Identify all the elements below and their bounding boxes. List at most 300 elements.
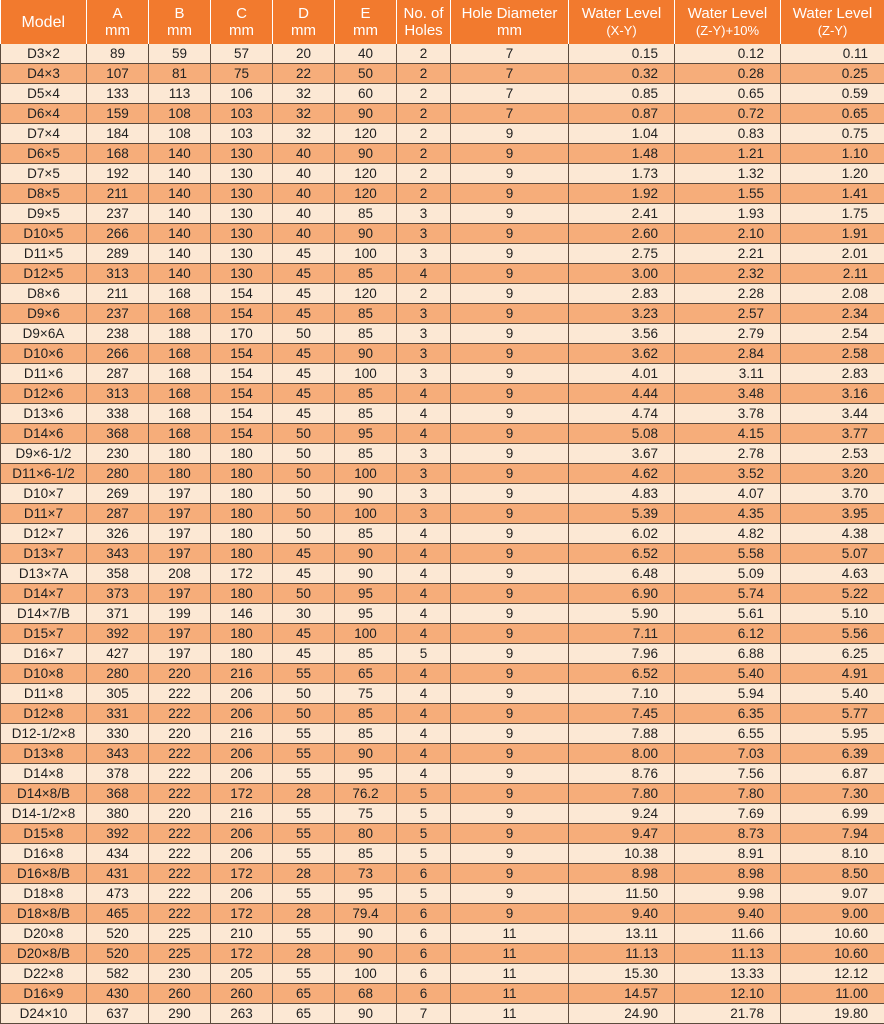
cell-water-level-zy-plus: 7.03: [675, 744, 781, 764]
cell-water-level-zy-plus: 1.55: [675, 184, 781, 204]
cell-water-level-zy-plus: 1.21: [675, 144, 781, 164]
cell-hole-diameter: 9: [451, 404, 569, 424]
cell-a: 289: [87, 244, 149, 264]
cell-hole-diameter: 9: [451, 644, 569, 664]
cell-holes: 6: [397, 984, 451, 1004]
header-holes: No. of Holes: [397, 0, 451, 44]
cell-holes: 6: [397, 944, 451, 964]
cell-water-level-zy: 1.91: [781, 224, 884, 244]
cell-model: D10×7: [1, 484, 87, 504]
cell-d: 55: [273, 824, 335, 844]
cell-d: 45: [273, 644, 335, 664]
cell-b: 222: [149, 764, 211, 784]
cell-water-level-zy: 9.00: [781, 904, 884, 924]
cell-c: 130: [211, 184, 273, 204]
table-row: [1, 684, 884, 704]
cell-e: 120: [335, 124, 397, 144]
table-row: [1, 604, 884, 624]
header-water-level-zy-plus: Water Level (Z-Y)+10%: [675, 0, 781, 44]
cell-hole-diameter: 9: [451, 344, 569, 364]
cell-model: D16×9: [1, 984, 87, 1004]
table-row: [1, 264, 884, 284]
cell-water-level-zy-plus: 6.35: [675, 704, 781, 724]
cell-water-level-zy-plus: 9.40: [675, 904, 781, 924]
cell-model: D9×6-1/2: [1, 444, 87, 464]
cell-model: D14×6: [1, 424, 87, 444]
cell-e: 85: [335, 384, 397, 404]
cell-d: 55: [273, 844, 335, 864]
cell-a: 582: [87, 964, 149, 984]
cell-water-level-xy: 7.88: [569, 724, 675, 744]
cell-c: 130: [211, 264, 273, 284]
cell-model: D13×8: [1, 744, 87, 764]
cell-d: 65: [273, 1004, 335, 1024]
cell-holes: 4: [397, 664, 451, 684]
cell-water-level-zy: 1.10: [781, 144, 884, 164]
cell-e: 120: [335, 184, 397, 204]
cell-holes: 5: [397, 824, 451, 844]
cell-water-level-xy: 6.52: [569, 664, 675, 684]
cell-water-level-zy: 4.91: [781, 664, 884, 684]
cell-model: D13×7: [1, 544, 87, 564]
cell-water-level-zy-plus: 11.13: [675, 944, 781, 964]
cell-water-level-xy: 1.48: [569, 144, 675, 164]
cell-hole-diameter: 7: [451, 84, 569, 104]
table-row: [1, 104, 884, 124]
cell-e: 90: [335, 484, 397, 504]
cell-a: 378: [87, 764, 149, 784]
cell-c: 154: [211, 344, 273, 364]
cell-a: 280: [87, 464, 149, 484]
cell-water-level-xy: 0.15: [569, 44, 675, 64]
cell-d: 20: [273, 44, 335, 64]
cell-c: 216: [211, 804, 273, 824]
table-row: [1, 664, 884, 684]
cell-a: 343: [87, 744, 149, 764]
cell-c: 206: [211, 764, 273, 784]
cell-d: 55: [273, 724, 335, 744]
cell-hole-diameter: 9: [451, 844, 569, 864]
cell-water-level-xy: 15.30: [569, 964, 675, 984]
cell-water-level-xy: 1.92: [569, 184, 675, 204]
cell-e: 95: [335, 424, 397, 444]
table-row: [1, 884, 884, 904]
cell-c: 130: [211, 164, 273, 184]
cell-d: 55: [273, 884, 335, 904]
cell-water-level-zy: 7.30: [781, 784, 884, 804]
cell-b: 140: [149, 244, 211, 264]
cell-d: 30: [273, 604, 335, 624]
cell-c: 57: [211, 44, 273, 64]
cell-e: 75: [335, 684, 397, 704]
cell-a: 266: [87, 344, 149, 364]
cell-e: 76.2: [335, 784, 397, 804]
cell-e: 95: [335, 584, 397, 604]
cell-water-level-zy: 0.59: [781, 84, 884, 104]
cell-water-level-zy: 0.65: [781, 104, 884, 124]
cell-water-level-zy-plus: 2.32: [675, 264, 781, 284]
cell-holes: 4: [397, 744, 451, 764]
cell-hole-diameter: 9: [451, 244, 569, 264]
cell-a: 637: [87, 1004, 149, 1024]
cell-e: 60: [335, 84, 397, 104]
cell-holes: 3: [397, 204, 451, 224]
cell-hole-diameter: 9: [451, 164, 569, 184]
cell-e: 68: [335, 984, 397, 1004]
cell-model: D14-1/2×8: [1, 804, 87, 824]
cell-a: 184: [87, 124, 149, 144]
cell-d: 28: [273, 904, 335, 924]
cell-model: D5×4: [1, 84, 87, 104]
cell-water-level-xy: 9.47: [569, 824, 675, 844]
cell-d: 50: [273, 424, 335, 444]
cell-water-level-zy: 2.54: [781, 324, 884, 344]
cell-b: 168: [149, 424, 211, 444]
cell-water-level-xy: 7.96: [569, 644, 675, 664]
cell-e: 120: [335, 284, 397, 304]
table-row: [1, 244, 884, 264]
table-row: [1, 464, 884, 484]
cell-water-level-zy: 2.01: [781, 244, 884, 264]
cell-water-level-xy: 3.00: [569, 264, 675, 284]
cell-water-level-zy: 3.16: [781, 384, 884, 404]
cell-water-level-zy: 2.34: [781, 304, 884, 324]
cell-water-level-zy: 5.56: [781, 624, 884, 644]
cell-model: D24×10: [1, 1004, 87, 1024]
cell-model: D8×5: [1, 184, 87, 204]
cell-hole-diameter: 9: [451, 184, 569, 204]
cell-holes: 6: [397, 924, 451, 944]
cell-b: 222: [149, 784, 211, 804]
cell-hole-diameter: 9: [451, 564, 569, 584]
cell-holes: 5: [397, 644, 451, 664]
cell-water-level-xy: 4.74: [569, 404, 675, 424]
cell-water-level-zy: 0.75: [781, 124, 884, 144]
cell-b: 197: [149, 524, 211, 544]
cell-b: 225: [149, 924, 211, 944]
table-row: [1, 404, 884, 424]
cell-model: D12-1/2×8: [1, 724, 87, 744]
cell-holes: 4: [397, 684, 451, 704]
cell-e: 85: [335, 444, 397, 464]
cell-water-level-zy: 3.70: [781, 484, 884, 504]
cell-water-level-xy: 3.67: [569, 444, 675, 464]
cell-model: D18×8: [1, 884, 87, 904]
cell-d: 45: [273, 544, 335, 564]
cell-water-level-xy: 10.38: [569, 844, 675, 864]
table-row: [1, 504, 884, 524]
cell-water-level-xy: 5.08: [569, 424, 675, 444]
cell-c: 103: [211, 104, 273, 124]
table-row: [1, 484, 884, 504]
cell-c: 180: [211, 584, 273, 604]
cell-c: 154: [211, 384, 273, 404]
cell-water-level-xy: 1.04: [569, 124, 675, 144]
cell-water-level-zy: 2.58: [781, 344, 884, 364]
cell-model: D16×8/B: [1, 864, 87, 884]
cell-hole-diameter: 9: [451, 604, 569, 624]
cell-hole-diameter: 11: [451, 1004, 569, 1024]
cell-water-level-zy-plus: 3.11: [675, 364, 781, 384]
cell-d: 28: [273, 864, 335, 884]
cell-hole-diameter: 7: [451, 104, 569, 124]
cell-water-level-xy: 11.50: [569, 884, 675, 904]
cell-d: 45: [273, 344, 335, 364]
cell-d: 55: [273, 764, 335, 784]
cell-water-level-zy-plus: 3.52: [675, 464, 781, 484]
cell-e: 90: [335, 924, 397, 944]
cell-c: 206: [211, 684, 273, 704]
cell-c: 106: [211, 84, 273, 104]
cell-holes: 6: [397, 864, 451, 884]
cell-water-level-xy: 0.87: [569, 104, 675, 124]
cell-b: 168: [149, 344, 211, 364]
cell-water-level-xy: 9.40: [569, 904, 675, 924]
cell-model: D14×7/B: [1, 604, 87, 624]
cell-c: 103: [211, 124, 273, 144]
cell-d: 45: [273, 364, 335, 384]
cell-e: 85: [335, 704, 397, 724]
cell-hole-diameter: 9: [451, 364, 569, 384]
cell-model: D6×5: [1, 144, 87, 164]
cell-holes: 4: [397, 564, 451, 584]
cell-water-level-zy-plus: 5.09: [675, 564, 781, 584]
cell-a: 430: [87, 984, 149, 1004]
cell-model: D20×8: [1, 924, 87, 944]
cell-water-level-zy: 2.08: [781, 284, 884, 304]
cell-water-level-zy: 12.12: [781, 964, 884, 984]
cell-hole-diameter: 9: [451, 224, 569, 244]
cell-model: D10×8: [1, 664, 87, 684]
cell-water-level-zy-plus: 0.72: [675, 104, 781, 124]
table-row: [1, 164, 884, 184]
cell-water-level-zy-plus: 5.58: [675, 544, 781, 564]
cell-water-level-xy: 7.10: [569, 684, 675, 704]
cell-c: 206: [211, 844, 273, 864]
cell-water-level-xy: 0.85: [569, 84, 675, 104]
cell-a: 520: [87, 924, 149, 944]
table-row: [1, 844, 884, 864]
cell-b: 140: [149, 204, 211, 224]
table-row: [1, 184, 884, 204]
cell-model: D14×8/B: [1, 784, 87, 804]
cell-e: 85: [335, 324, 397, 344]
cell-b: 180: [149, 444, 211, 464]
cell-b: 113: [149, 84, 211, 104]
cell-b: 290: [149, 1004, 211, 1024]
cell-water-level-zy: 2.53: [781, 444, 884, 464]
cell-c: 180: [211, 544, 273, 564]
cell-b: 59: [149, 44, 211, 64]
cell-d: 40: [273, 224, 335, 244]
cell-water-level-zy-plus: 5.94: [675, 684, 781, 704]
cell-water-level-xy: 6.02: [569, 524, 675, 544]
header-b: B mm: [149, 0, 211, 44]
cell-a: 434: [87, 844, 149, 864]
cell-holes: 5: [397, 784, 451, 804]
cell-model: D14×8: [1, 764, 87, 784]
cell-b: 225: [149, 944, 211, 964]
cell-e: 100: [335, 464, 397, 484]
cell-water-level-zy-plus: 21.78: [675, 1004, 781, 1024]
cell-model: D9×6: [1, 304, 87, 324]
cell-hole-diameter: 9: [451, 264, 569, 284]
cell-e: 95: [335, 884, 397, 904]
cell-hole-diameter: 9: [451, 684, 569, 704]
cell-water-level-xy: 9.24: [569, 804, 675, 824]
cell-a: 373: [87, 584, 149, 604]
cell-hole-diameter: 9: [451, 624, 569, 644]
cell-model: D7×5: [1, 164, 87, 184]
table-row: [1, 584, 884, 604]
cell-holes: 3: [397, 344, 451, 364]
cell-hole-diameter: 9: [451, 664, 569, 684]
table-row: [1, 304, 884, 324]
cell-e: 85: [335, 204, 397, 224]
cell-hole-diameter: 9: [451, 484, 569, 504]
cell-d: 45: [273, 564, 335, 584]
cell-b: 168: [149, 304, 211, 324]
cell-c: 216: [211, 664, 273, 684]
cell-c: 180: [211, 484, 273, 504]
cell-a: 326: [87, 524, 149, 544]
table-row: [1, 864, 884, 884]
cell-a: 520: [87, 944, 149, 964]
table-row: [1, 64, 884, 84]
cell-water-level-xy: 2.75: [569, 244, 675, 264]
cell-model: D13×6: [1, 404, 87, 424]
cell-water-level-zy: 5.77: [781, 704, 884, 724]
cell-b: 140: [149, 184, 211, 204]
cell-e: 90: [335, 104, 397, 124]
cell-a: 368: [87, 424, 149, 444]
table-row: [1, 524, 884, 544]
cell-model: D12×5: [1, 264, 87, 284]
cell-water-level-xy: 8.98: [569, 864, 675, 884]
cell-b: 140: [149, 164, 211, 184]
cell-c: 172: [211, 784, 273, 804]
cell-water-level-zy-plus: 2.28: [675, 284, 781, 304]
cell-c: 260: [211, 984, 273, 1004]
cell-model: D8×6: [1, 284, 87, 304]
cell-model: D15×7: [1, 624, 87, 644]
cell-water-level-xy: 5.39: [569, 504, 675, 524]
cell-water-level-zy-plus: 8.91: [675, 844, 781, 864]
cell-water-level-zy-plus: 0.83: [675, 124, 781, 144]
cell-water-level-zy-plus: 4.35: [675, 504, 781, 524]
cell-c: 130: [211, 224, 273, 244]
cell-c: 146: [211, 604, 273, 624]
cell-c: 210: [211, 924, 273, 944]
cell-c: 170: [211, 324, 273, 344]
cell-d: 40: [273, 144, 335, 164]
cell-hole-diameter: 7: [451, 44, 569, 64]
cell-model: D6×4: [1, 104, 87, 124]
cell-model: D18×8/B: [1, 904, 87, 924]
cell-hole-diameter: 7: [451, 64, 569, 84]
table-row: [1, 944, 884, 964]
cell-c: 180: [211, 644, 273, 664]
cell-water-level-xy: 4.83: [569, 484, 675, 504]
table-row: [1, 144, 884, 164]
cell-holes: 4: [397, 604, 451, 624]
cell-e: 90: [335, 344, 397, 364]
cell-hole-diameter: 9: [451, 204, 569, 224]
cell-water-level-xy: 13.11: [569, 924, 675, 944]
cell-b: 168: [149, 384, 211, 404]
cell-water-level-zy-plus: 1.93: [675, 204, 781, 224]
cell-e: 90: [335, 944, 397, 964]
table-row: [1, 744, 884, 764]
cell-e: 90: [335, 744, 397, 764]
cell-water-level-zy: 3.77: [781, 424, 884, 444]
cell-model: D9×5: [1, 204, 87, 224]
cell-d: 50: [273, 504, 335, 524]
cell-c: 206: [211, 884, 273, 904]
cell-a: 237: [87, 204, 149, 224]
cell-water-level-zy: 10.60: [781, 944, 884, 964]
cell-holes: 3: [397, 224, 451, 244]
cell-model: D11×8: [1, 684, 87, 704]
cell-c: 130: [211, 144, 273, 164]
cell-a: 331: [87, 704, 149, 724]
cell-water-level-xy: 4.44: [569, 384, 675, 404]
cell-b: 188: [149, 324, 211, 344]
cell-water-level-zy: 5.95: [781, 724, 884, 744]
cell-hole-diameter: 9: [451, 704, 569, 724]
cell-water-level-zy-plus: 2.84: [675, 344, 781, 364]
header-a: A mm: [87, 0, 149, 44]
cell-hole-diameter: 9: [451, 824, 569, 844]
cell-a: 107: [87, 64, 149, 84]
cell-b: 222: [149, 824, 211, 844]
cell-a: 427: [87, 644, 149, 664]
cell-d: 50: [273, 704, 335, 724]
cell-holes: 2: [397, 144, 451, 164]
cell-water-level-zy-plus: 7.69: [675, 804, 781, 824]
cell-hole-diameter: 9: [451, 524, 569, 544]
cell-d: 45: [273, 304, 335, 324]
cell-water-level-xy: 1.73: [569, 164, 675, 184]
cell-hole-diameter: 9: [451, 444, 569, 464]
cell-water-level-zy: 5.10: [781, 604, 884, 624]
cell-holes: 4: [397, 584, 451, 604]
cell-hole-diameter: 11: [451, 984, 569, 1004]
cell-holes: 3: [397, 504, 451, 524]
cell-d: 50: [273, 324, 335, 344]
cell-water-level-xy: 4.62: [569, 464, 675, 484]
cell-d: 55: [273, 804, 335, 824]
cell-holes: 3: [397, 324, 451, 344]
cell-e: 100: [335, 364, 397, 384]
cell-a: 211: [87, 284, 149, 304]
cell-water-level-zy: 0.11: [781, 44, 884, 64]
cell-c: 263: [211, 1004, 273, 1024]
cell-water-level-zy-plus: 12.10: [675, 984, 781, 1004]
cell-a: 230: [87, 444, 149, 464]
cell-holes: 3: [397, 244, 451, 264]
cell-holes: 4: [397, 524, 451, 544]
cell-holes: 6: [397, 904, 451, 924]
cell-e: 90: [335, 564, 397, 584]
cell-water-level-zy: 1.41: [781, 184, 884, 204]
cell-a: 431: [87, 864, 149, 884]
cell-model: D9×6A: [1, 324, 87, 344]
cell-holes: 4: [397, 544, 451, 564]
cell-water-level-xy: 6.48: [569, 564, 675, 584]
cell-hole-diameter: 11: [451, 964, 569, 984]
cell-a: 211: [87, 184, 149, 204]
